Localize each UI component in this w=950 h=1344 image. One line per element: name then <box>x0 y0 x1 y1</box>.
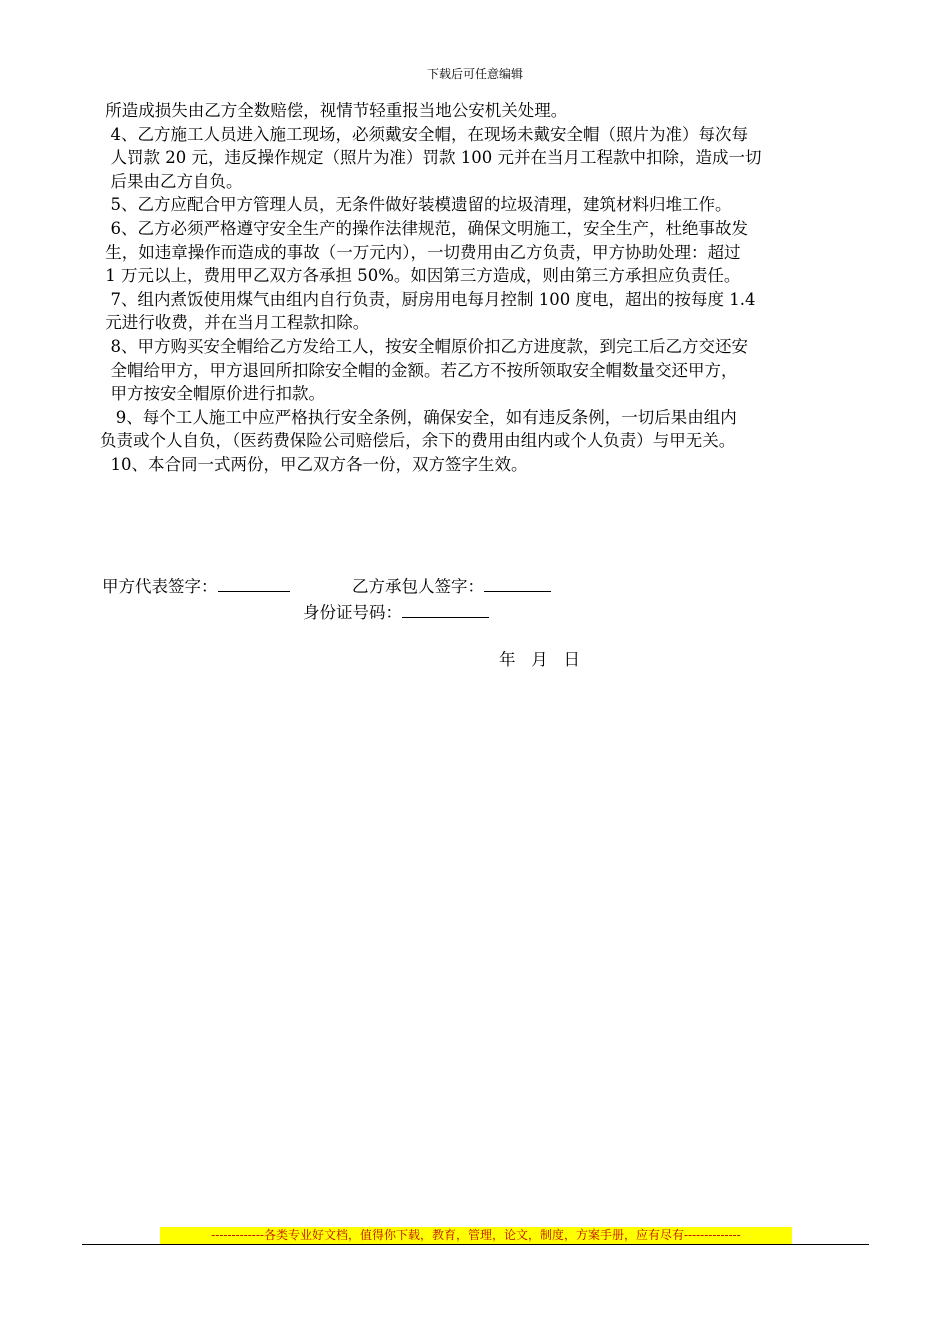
id-label: 身份证号码： <box>303 603 402 622</box>
body-line: 全帽给甲方，甲方退回所扣除安全帽的金额。若乙方不按所领取安全帽数量交还甲方， <box>100 360 738 380</box>
footer-banner: -------------各类专业好文档，值得你下载，教育，管理，论文，制度，方案手册，应有尽有-------------- <box>160 1227 792 1244</box>
body-line: 元进行收费，并在当月工程款扣除。 <box>100 313 370 333</box>
party-b-blank[interactable] <box>484 575 551 592</box>
party-a-blank[interactable] <box>218 575 290 592</box>
body-line: 后果由乙方自负。 <box>100 171 243 191</box>
party-a-signature <box>102 575 290 598</box>
party-b-signature <box>352 575 551 598</box>
date-line: 年 月 日 <box>499 650 580 669</box>
body-line: 所造成损失由乙方全数赔偿，视情节轻重报当地公安机关处理。 <box>100 101 568 120</box>
body-line: 5、乙方应配合甲方管理人员，无条件做好装模遗留的垃圾清理，建筑材料归堆工作。 <box>100 195 732 215</box>
id-blank[interactable] <box>402 601 489 618</box>
body-line: 10、本合同一式两份，甲乙双方各一份，双方签字生效。 <box>100 454 528 474</box>
body-line: 甲方按安全帽原价进行扣款。 <box>100 384 325 404</box>
body-line: 9、每个工人施工中应严格执行安全条例，确保安全，如有违反条例，一切后果由组内 <box>100 407 737 427</box>
id-number-line <box>303 601 489 624</box>
body-line: 负责或个人自负，（医药费保险公司赔偿后，余下的费用由组内或个人负责）与甲无关。 <box>100 431 736 451</box>
contract-body <box>100 99 880 477</box>
body-line: 人罚款 20 元，违反操作规定（照片为准）罚款 100 元并在当月工程款中扣除，造成一切 <box>100 148 762 168</box>
body-line: 4、乙方施工人员进入施工现场，必须戴安全帽，在现场未戴安全帽（照片为准）每次每 <box>100 124 748 144</box>
body-line: 6、乙方必须严格遵守安全生产的操作法律规范，确保文明施工，安全生产，杜绝事故发 <box>100 218 748 238</box>
party-a-label: 甲方代表签字： <box>102 577 218 596</box>
footer-rule <box>82 1244 869 1245</box>
body-line: 1 万元以上，费用甲乙双方各承担 50%。如因第三方造成，则由第三方承担应负责任。 <box>100 266 741 286</box>
header-note: 下载后可任意编辑 <box>426 67 523 81</box>
body-line: 7、组内煮饭使用煤气由组内自行负责，厨房用电每月控制 100 度电，超出的按每度 1.4 <box>100 289 756 309</box>
body-line: 8、甲方购买安全帽给乙方发给工人，按安全帽原价扣乙方进度款，到完工后乙方交还安 <box>100 336 748 356</box>
party-b-label: 乙方承包人签字： <box>352 577 484 596</box>
body-line: 生，如违章操作而造成的事故（一万元内），一切费用由乙方负责，甲方协助处理：超过 <box>100 242 741 262</box>
